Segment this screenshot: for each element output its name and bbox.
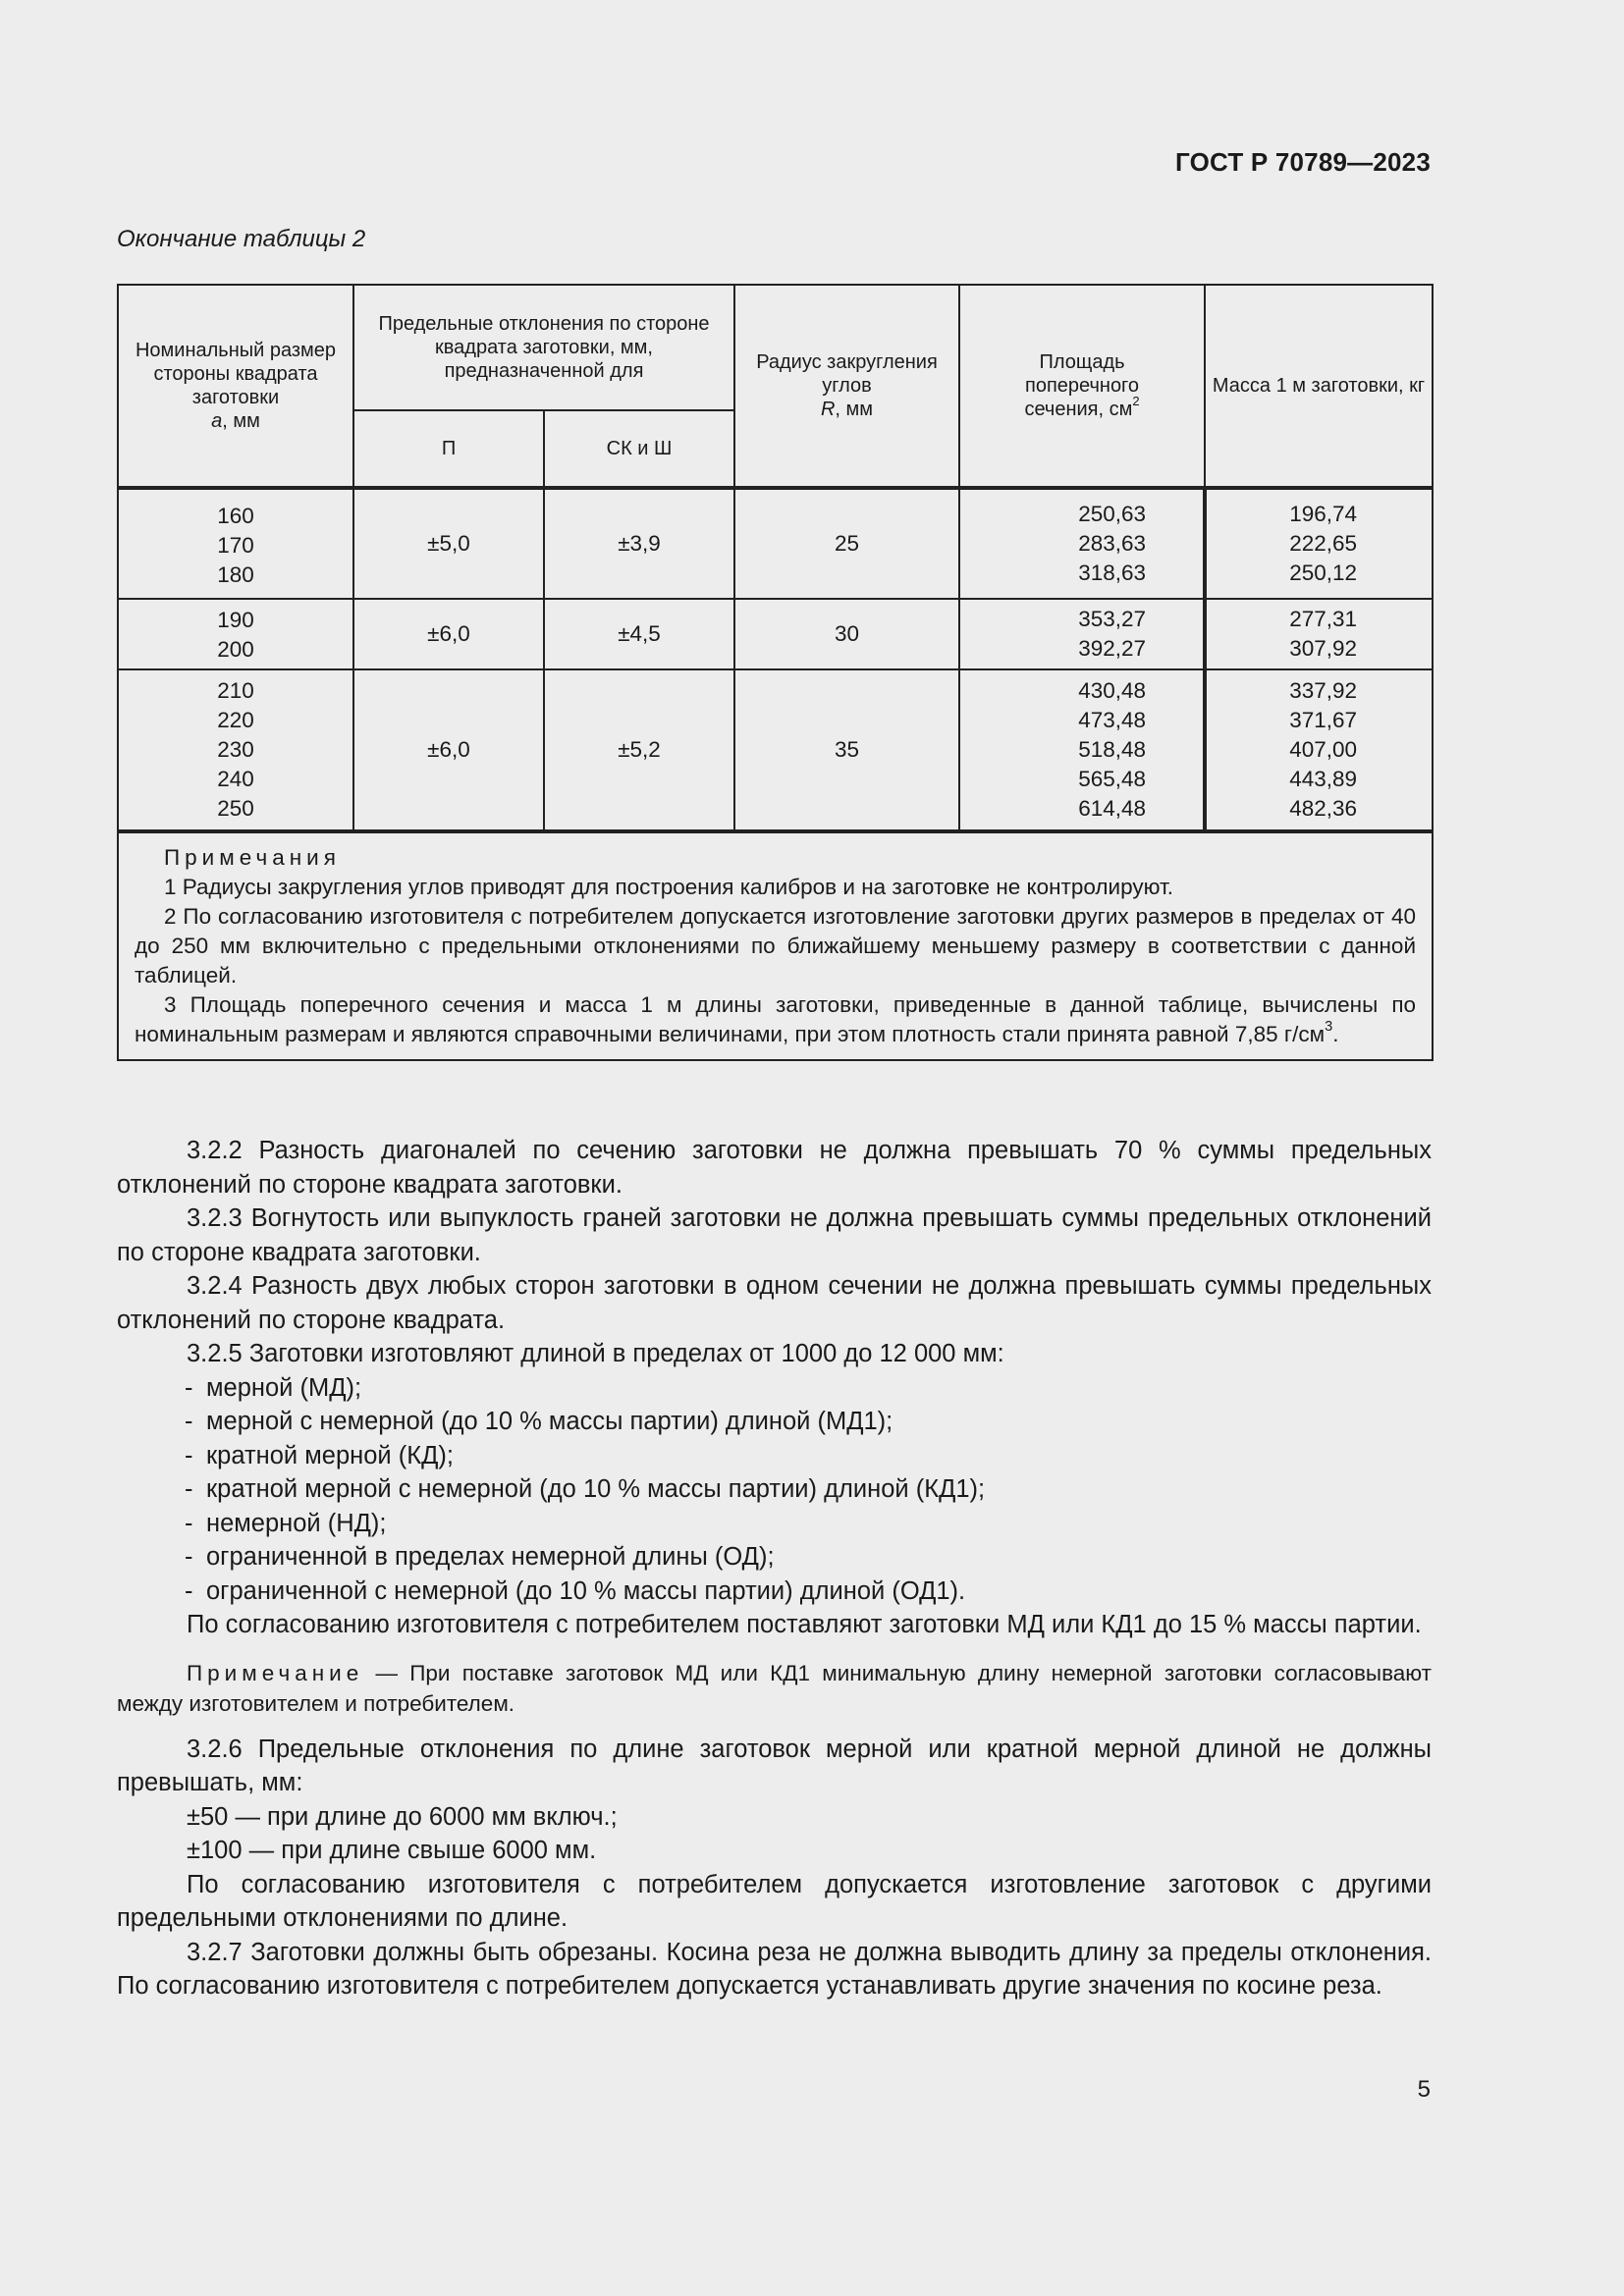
list-item: - мерной (МД); [185,1373,362,1402]
table-row [118,669,1433,831]
spec-table [117,284,1434,1061]
dev-p-cell: ±6,0 [353,599,544,669]
document-code: ГОСТ Р 70789—2023 [1175,147,1431,177]
page-number: 5 [1417,2076,1431,2103]
radius-cell: 25 [734,488,959,599]
list-item: - кратной мерной (КД); [185,1441,454,1469]
note-3: 3 Площадь поперечного сечения и масса 1 м длины заготовки, приведенные в данной таблице, вычислены по номинальным размерам и являются справочными величинами, при этом плотность стали принята равной 7,85 $г/см^3$. [135,992,1417,1046]
radius-cell: 30 [734,599,959,669]
clause-3-2-4: 3.2.4 Разность двух любых сторон заготовки в одном сечении не должна превышать суммы предельных отклонений по стороне квадрата. [117,1272,1432,1334]
header-dev-p: П [353,410,544,488]
clause-note: Примечание — При поставке заготовок МД или КД1 минимальную длину немерной заготовки согласовывают между изготовителем и потребителем. [117,1660,1432,1716]
table-notes-row [118,831,1433,1060]
clause-3-2-6: 3.2.6 Предельные отклонения по длине заготовок мерной или кратной мерной длиной не должны превышать, мм: [117,1735,1432,1796]
clause-3-2-6-addendum: По согласованию изготовителя с потребителем допускается изготовление заготовок с другими предельными отклонениями по длине. [117,1870,1432,1932]
dev-sk-cell: ±3,9 [544,488,734,599]
list-item: - ограниченной в пределах немерной длины (ОД); [185,1543,775,1571]
header-deviations: Предельные отклонения по стороне квадрата заготовки, мм, предназначенной для [353,285,734,410]
table-row [118,488,1433,599]
clause-3-2-5: 3.2.5 Заготовки изготовляют длиной в пределах от 1000 до 12 000 мм: [187,1340,1004,1367]
header-radius: Радиус закругления углов R, мм [734,285,959,488]
size-cell: 190 200 [118,599,353,669]
mass-cell: 196,74 222,65 250,12 [1205,488,1433,599]
mass-cell: 277,31 307,92 [1205,599,1433,669]
dev-sk-cell: ±4,5 [544,599,734,669]
area-cell: 353,27 392,27 [959,599,1205,669]
tolerance-1: ±50 — при длине до 6000 мм включ.; [187,1802,618,1831]
radius-cell: 35 [734,669,959,831]
dev-sk-cell: ±5,2 [544,669,734,831]
list-item: - ограниченной с немерной (до 10 % массы партии) длиной (ОД1). [185,1576,966,1605]
header-nominal-size: Номинальный размер стороны квадрата заготовки а, мм [118,285,353,488]
dev-p-cell: ±5,0 [353,488,544,599]
table-caption: Окончание таблицы 2 [117,226,366,252]
size-cell: 210 220 230 240 250 [118,669,353,831]
clause-3-2-3: 3.2.3 Вогнутость или выпуклость граней заготовки не должна превышать суммы предельных отклонений по стороне квадрата заготовки. [117,1204,1432,1266]
size-cell: 160 170 180 [118,488,353,599]
clause-3-2-7: 3.2.7 Заготовки должны быть обрезаны. Косина реза не должна выводить длину за пределы отклонения. По согласованию изготовителя с потребителем допускается устанавливать другие значения по косине реза. [117,1938,1432,2000]
clause-3-2-5-addendum: По согласованию изготовителя с потребителем поставляют заготовки МД или КД1 до 15 % массы партии. [187,1611,1422,1638]
header-area: Площадь поперечного сечения, $см^2$ [959,285,1205,488]
header-mass: Масса 1 м заготовки, кг [1205,285,1433,488]
list-item: - кратной мерной с немерной (до 10 % массы партии) длиной (КД1); [185,1475,986,1503]
clause-3-2-2: 3.2.2 Разность диагоналей по сечению заготовки не должна превышать 70 % суммы предельных отклонений по стороне квадрата заготовки. [117,1137,1432,1199]
body-text [117,1134,1432,2003]
note-1: 1 Радиусы закругления углов приводят для построения калибров и на заготовке не контролируют. [164,875,1174,899]
area-cell: 250,63 283,63 318,63 [959,488,1205,599]
note-2: 2 По согласованию изготовителя с потребителем допускается изготовление заготовки других размеров в пределах от 40 до 250 мм включительно с предельными отклонениями по ближайшему меньшему размеру в соответствии с данной таблицей. [135,904,1417,988]
header-dev-sk: СК и Ш [544,410,734,488]
tolerance-2: ±100 — при длине свыше 6000 мм. [187,1837,597,1864]
list-item: - мерной с немерной (до 10 % массы партии) длиной (МД1); [185,1408,893,1435]
area-cell: 430,48 473,48 518,48 565,48 614,48 [959,669,1205,831]
notes-title: Примечания [164,845,341,870]
table-row [118,599,1433,669]
table-notes [118,831,1433,1060]
dev-p-cell: ±6,0 [353,669,544,831]
mass-cell: 337,92 371,67 407,00 443,89 482,36 [1205,669,1433,831]
list-item: - немерной (НД); [185,1509,387,1537]
